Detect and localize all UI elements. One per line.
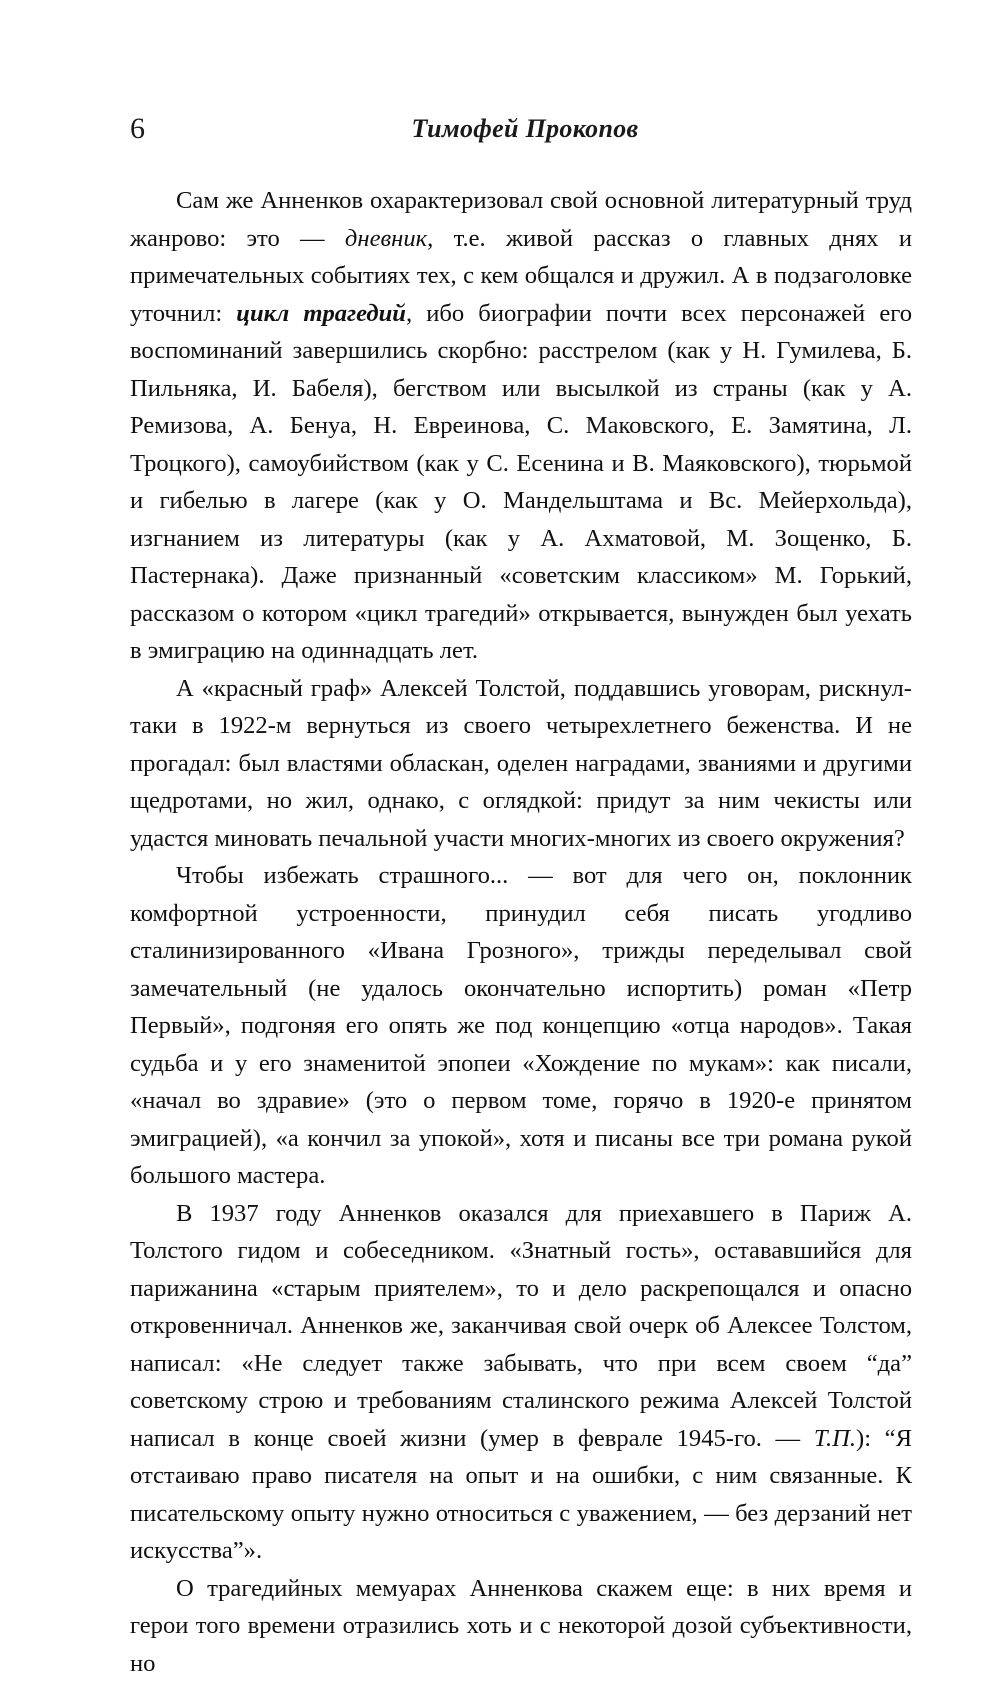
emphasis-italic: дневник [345,225,427,252]
text-run: , ибо биографии почти всех персонажей его воспоминаний завершились скорбно: расстрелом (как у Н. Гумилева, Б. Пильняка, И. Бабеля), бегством или высылкой из страны (как у А. Ремизова, А. Бенуа, Н. Евреинова, С. Маковского, Е. Замятина, Л. Троцкого), самоубийством (как у С. Есенина и В. Маяковского), тюрьмой и гибелью в лагере (как у О. Мандельштама и Вс. Мейерхольда), изгнанием из литературы (как у А. Ахматовой, М. Зощенко, Б. Пастернака). Даже признанный «советским классиком» М. Горький, рассказом о котором «цикл трагедий» открывается, вынужден был уехать в эмиграцию на одиннадцать лет. [130,300,912,665]
text-run: А «красный граф» Алексей Толстой, поддавшись уговорам, рискнул-таки в 1922-м вернуться из своего четырехлетнего беженства. И не прогадал: был властями обласкан, оделен наградами, званиями и другими щедротами, но жил, однако, с оглядкой: придут за ним чекисты или удастся миновать печальной участи многих-многих из своего окружения? [130,675,912,852]
text-run: В 1937 году Анненков оказался для приехавшего в Париж А. Толстого гидом и собеседником. «Знатный гость», остававшийся для парижанина «старым приятелем», то и дело раскрепощался и опасно откровенничал. Анненков же, заканчивая свой очерк об Алексее Толстом, написал: «Не следует также забывать, что при всем своем “да” советскому строю и требованиям сталинского режима Алексей Толстой написал в конце своей жизни (умер в феврале 1945-го. — [130,1200,912,1452]
page-number: 6 [130,112,146,146]
body-paragraph [130,1570,912,1682]
running-title: Тимофей Прокопов [130,114,880,144]
text-run: О трагедийных мемуарах Анненкова скажем еще: в них время и герои того времени отразились хоть и с некоторой дозой субъективности, но [130,1575,912,1677]
body-paragraph [130,670,912,858]
text-run: , т.е. живой рассказ о главных днях и примечательных событиях тех, с кем общался и дружил. А в подзаголовке уточнил: [130,225,912,327]
page-header [130,112,880,156]
text-run: ): “Я отстаиваю право писателя на опыт и на ошибки, с ним связанные. К писательскому опыту нужно относиться с уважением, — без дерзаний нет искусства”». [130,1425,912,1565]
text-run: Сам же Анненков охарактеризовал свой основной литературный труд жанрово: это — [130,187,912,252]
body-paragraph [130,182,912,670]
page-body [130,182,912,1682]
emphasis-italic: Т.П. [814,1425,856,1452]
emphasis-italic-bold: цикл трагедий [236,300,406,327]
text-run: Чтобы избежать страшного... — вот для чего он, поклонник комфортной устроенности, принудил себя писать угодливо сталинизированного «Ивана Грозного», трижды переделывал свой замечательный (не удалось окончательно испортить) роман «Петр Первый», подгоняя его опять же под концепцию «отца народов». Такая судьба и у его знаменитой эпопеи «Хождение по мукам»: как писали, «начал во здравие» (это о первом томе, горячо в 1920-е принятом эмиграцией), «а кончил за упокой», хотя и писаны все три романа рукой большого мастера. [130,862,912,1189]
body-paragraph [130,857,912,1195]
body-paragraph [130,1195,912,1570]
